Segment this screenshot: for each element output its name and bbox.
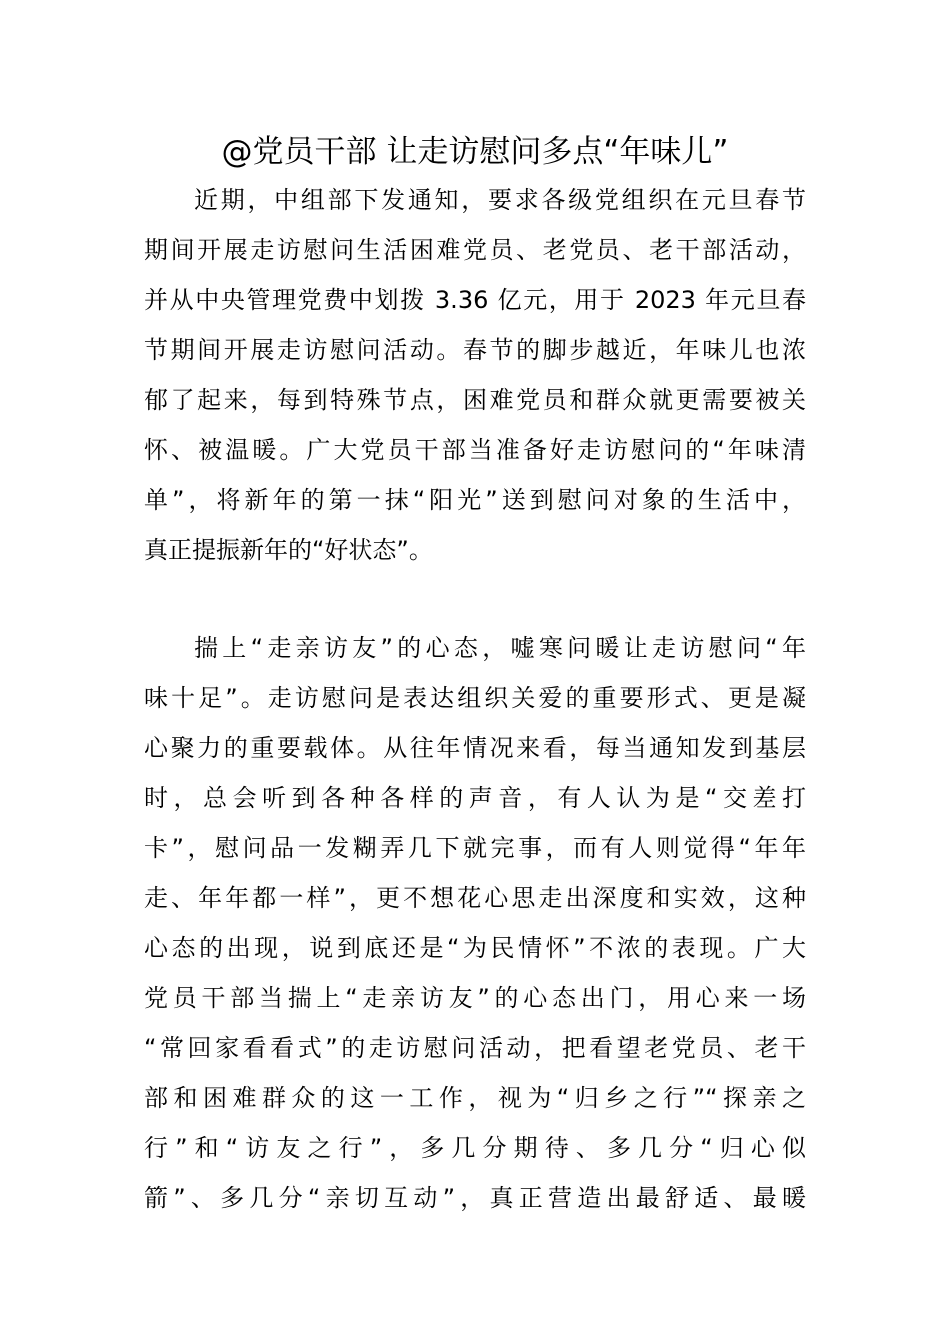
paragraph-1-line-5: 郁了起来，每到特殊节点，困难党员和群众就更需要被关 [144,386,806,414]
paragraph-1-line-1: 近期，中组部下发通知，要求各级党组织在元旦春节 [194,186,806,214]
paragraph-2-line-12: 箭”、多几分“亲切互动”，真正营造出最舒适、最暖 [144,1184,806,1212]
paragraph-1-line-7: 单”，将新年的第一抹“阳光”送到慰问对象的生活中， [144,486,806,514]
paragraph-1-line-4: 节期间开展走访慰问活动。春节的脚步越近，年味儿也浓 [144,336,806,364]
paragraph-2-line-8: 党员干部当揣上“走亲访友”的心态出门，用心来一场 [144,984,806,1012]
paragraph-1-line-6: 怀、被温暖。广大党员干部当准备好走访慰问的“年味清 [144,436,806,464]
paragraph-2-line-10: 部和困难群众的这一工作，视为“归乡之行”“探亲之 [144,1084,806,1112]
paragraph-2-line-1: 揣上“走亲访友”的心态，嘘寒问暖让走访慰问“年 [194,634,806,662]
paragraph-2-line-2: 味十足”。走访慰问是表达组织关爱的重要形式、更是凝 [144,684,806,712]
paragraph-2-line-11: 行”和“访友之行”，多几分期待、多几分“归心似 [144,1134,806,1162]
paragraph-1-line-8: 真正提振新年的“好状态”。 [144,536,433,564]
paragraph-1-line-2: 期间开展走访慰问生活困难党员、老党员、老干部活动， [144,236,806,264]
document-title: @党员干部 让走访慰问多点“年味儿” [221,134,729,170]
paragraph-2-line-7: 心态的出现，说到底还是“为民情怀”不浓的表现。广大 [144,934,806,962]
paragraph-2-line-3: 心聚力的重要载体。从往年情况来看，每当通知发到基层 [144,734,806,762]
paragraph-2-line-6: 走、年年都一样”，更不想花心思走出深度和实效，这种 [144,884,806,912]
paragraph-2-line-4: 时，总会听到各种各样的声音，有人认为是“交差打 [144,784,806,812]
paragraph-2-line-9: “常回家看看式”的走访慰问活动，把看望老党员、老干 [144,1034,806,1062]
paragraph-1-line-3: 并从中央管理党费中划拨 3.36 亿元，用于 2023 年元旦春 [144,286,806,314]
paragraph-2-line-5: 卡”，慰问品一发糊弄几下就完事，而有人则觉得“年年 [144,834,806,862]
